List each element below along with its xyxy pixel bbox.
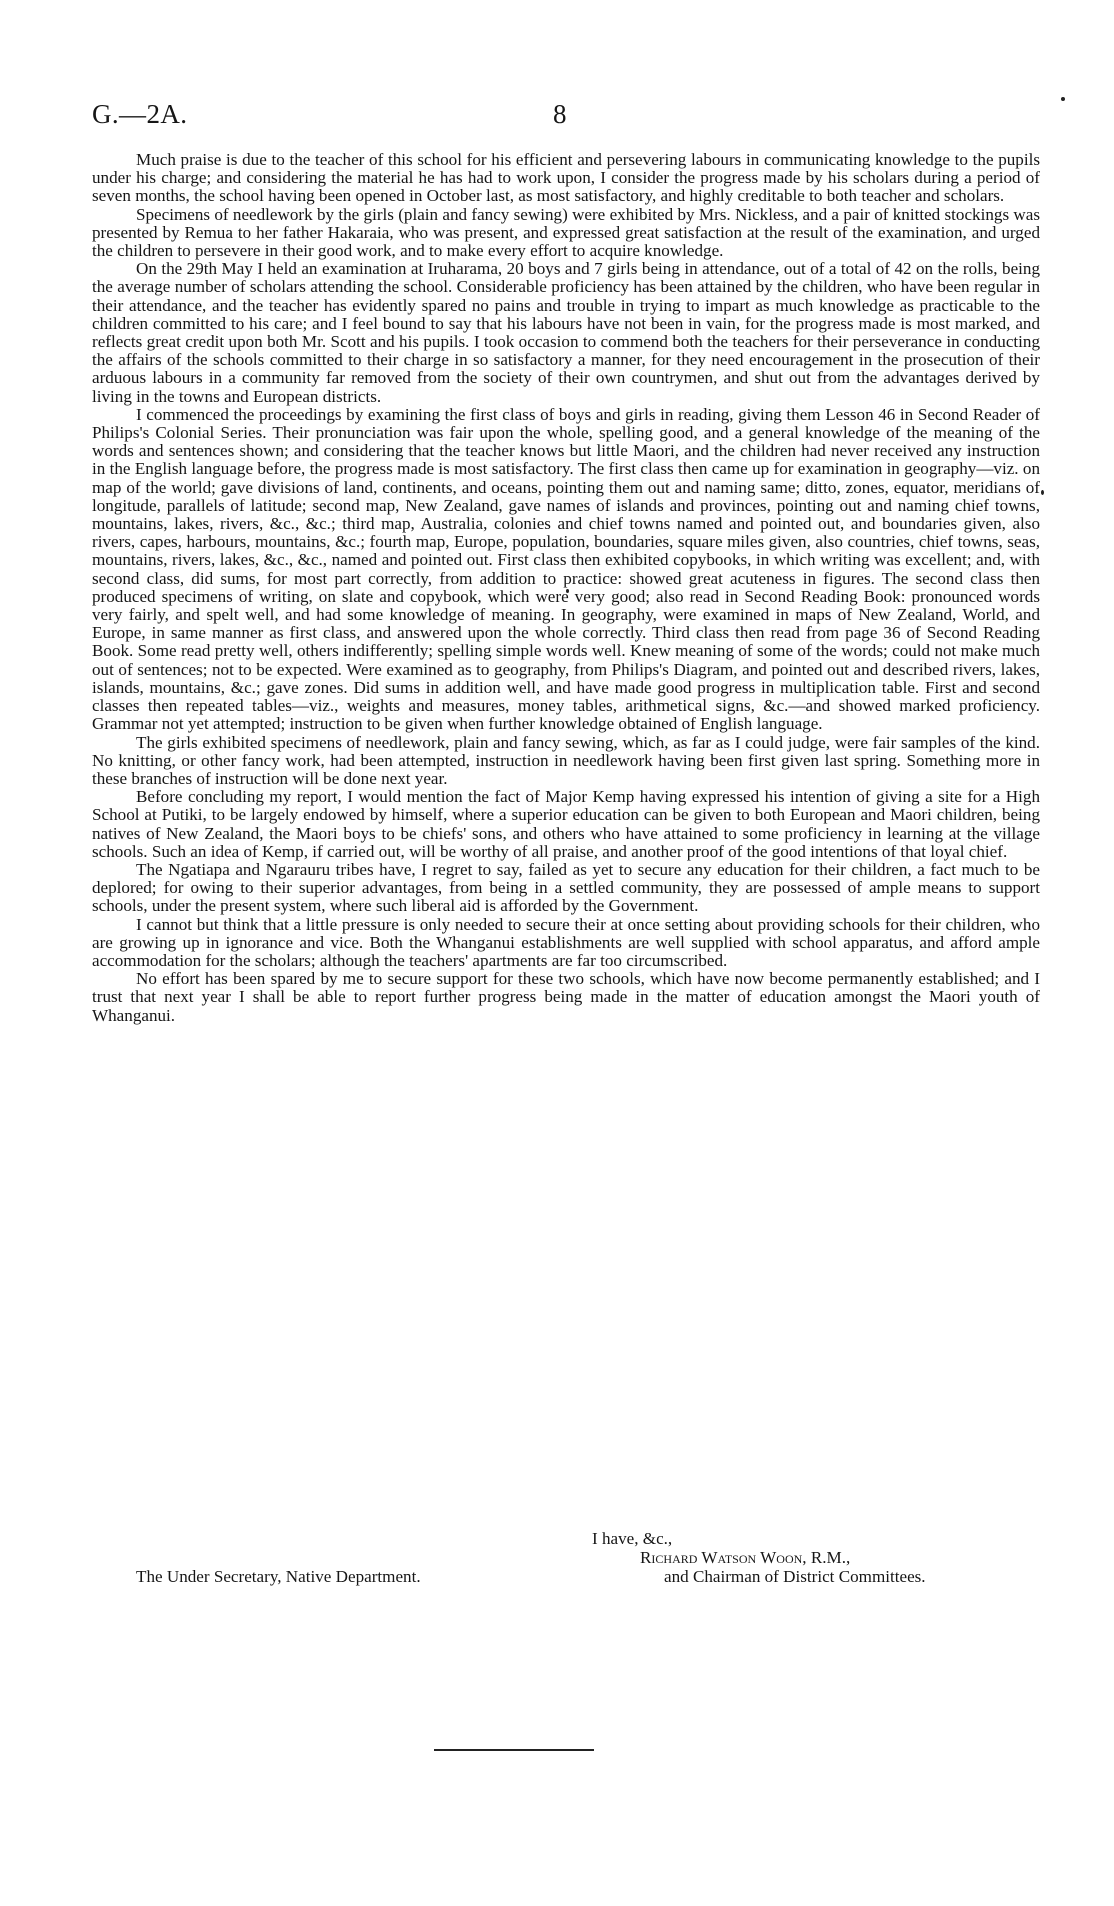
signature-block [92,1529,1052,1619]
signer-suffix: , R.M., [802,1548,851,1567]
signer-name-rest: ichard Watson Woon [651,1548,803,1567]
closing-greeting: I have, &c., [592,1529,673,1548]
signer-title: and Chairman of District Committees. [664,1567,926,1586]
report-body [92,151,1040,1025]
paragraph-conclusion: No effort has been spared by me to secure support for these two schools, which have now become permanently established; and I trust that next year I shall be able to report further progress being made in the matter of education amongst the Maori youth of Whanganui. [92,969,1040,1025]
paragraph-girls-needlework: The girls exhibited specimens of needlework, plain and fancy sewing, which, as far as I could judge, were fair samples of the kind. No knitting, or other fancy work, had been attempted, instruction in needlework having been first given last spring. Something more in these branches of instruction will be done next year. [92,732,1040,788]
page-number: 8 [553,99,567,129]
paragraph-teacher-praise: Much praise is due to the teacher of this school for his efficient and persevering labours in communicating knowledge to the pupils under his charge; and considering the material he has had to work upon, I consider the progress made by his scholars during a period of seven months, the school having been opened in October last, as most satisfactory, and highly creditable to both teacher and scholars. [92,150,1040,206]
paragraph-high-school: Before concluding my report, I would mention the fact of Major Kemp having expressed his intention of giving a site for a High School at Putiki, to be largely endowed by himself, where a superior education can be given to both European and Maori children, being natives of New Zealand, the Maori boys to be chiefs' sons, and others who have attained to some proficiency in learning at the village schools. Such an idea of Kemp, if carried out, will be worthy of all praise, and another proof of the good intentions of that loyal chief. [92,787,1040,861]
signer-initial: R [640,1548,652,1567]
recipient: The Under Secretary, Native Department. [136,1567,421,1586]
paragraph-proceedings: I commenced the proceedings by examining the first class of boys and girls in reading, giving them Lesson 46 in Second Reader of Philips's Colonial Series. Their pronunciation was fair upon the whole, spelling good, and a general knowledge of the meaning of the words and sentences shown; and considering that the teacher knows but little Maori, and the children had never received any instruction in the English language before, the progress made is most satisfactory. The first class then came up for examination in geography—viz. on map of the world; gave divisions of land, continents, and oceans, pointing them out and naming same; ditto, zones, equator, meridians of longitude, parallels of latitude; second map, New Zealand, gave names of islands and provinces, pointing out and naming chief towns, mountains, lakes, rivers, &c., &c.; third map, Australia, colonies and chief towns named and pointed out, and boundaries given, also rivers, capes, harbours, mountains, &c.; fourth map, Europe, population, boundaries, square miles given, also countries, chief towns, seas, mountains, rivers, lakes, &c., &c., named and pointed out. First class then exhibited copybooks, in which writing was excellent; and, with second class, did sums, for most part correctly, from addition to practice: showed great acuteness in figures. The second class then produced specimens of writing, on slate and copybook, which were very good; also read in Second Reading Book: pronounced words very fairly, and spelt well, and had some knowledge of meaning. In geography, were examined in maps of New Zealand, World, and Europe, in same manner as first class, and answered upon the whole correctly. Third class then read from page 36 of Second Reading Book. Some read pretty well, others indifferently; spelling simple words well. Knew meaning of some of the words; could not make much out of sentences; not to be expected. Were examined as to geography, from Philips's Diagram, and pointed out and described rivers, lakes, islands, mountains, &c.; gave zones. Did sums in addition well, and have made good progress in multiplication table. First and second classes then repeated tables—viz., weights and measures, money tables, arithmetical signs, &c.—and showed marked proficiency. Grammar not yet attempted; instruction to be given when further knowledge obtained of English language. [92,404,1040,734]
paragraph-ngatiapa-ngarauru: The Ngatiapa and Ngarauru tribes have, I regret to say, failed as yet to secure any education for their children, a fact much to be deplored; for owing to their superior advantages, from being in a settled community, they are possessed of ample means to support schools, under the present system, where such liberal aid is afforded by the Government. [92,859,1040,916]
paragraph-iruharama-examination: On the 29th May I held an examination at Iruharama, 20 boys and 7 girls being in attendance, out of a total of 42 on the rolls, being the average number of scholars attending the school. Considerable proficiency has been attained by the children, who have been regular in their attendance, and the teacher has evidently spared no pains and trouble in trying to impart as much knowledge as practicable to the children committed to his care; and I feel bound to say that his labours have not been in vain, for the progress made is most marked, and reflects great credit upon both Mr. Scott and his pupils. I took occasion to commend both the teachers for their perseverance in conducting the affairs of the schools committed to their charge in so satisfactory a manner, for they need encouragement in the prosecution of their arduous labours in a community far removed from the society of their own countrymen, and shut out from the advantages derived by living in the towns and European districts. [92,259,1040,406]
paragraph-school-provision: I cannot but think that a little pressure is only needed to secure their at once setting about providing schools for their children, who are growing up in ignorance and vice. Both the Whanganui establishments are well supplied with school apparatus, and afford ample accommodation for the scholars; although the teachers' apartments are far too circumscribed. [92,914,1040,970]
paragraph-needlework-specimens: Specimens of needlework by the girls (plain and fancy sewing) were exhibited by Mrs. Nickless, and a pair of knitted stockings was presented by Remua to her father Hakaraia, who was present, and expressed great satisfaction at the result of the examination, and urged the children to persevere in their good work, and to make every effort to acquire knowledge. [92,204,1040,261]
end-rule-divider [434,1749,594,1751]
signer-name [640,1548,850,1567]
page-header [92,94,1052,134]
print-speck [1041,490,1044,495]
document-code: G.—2A. [92,99,188,129]
print-speck [1061,97,1065,101]
